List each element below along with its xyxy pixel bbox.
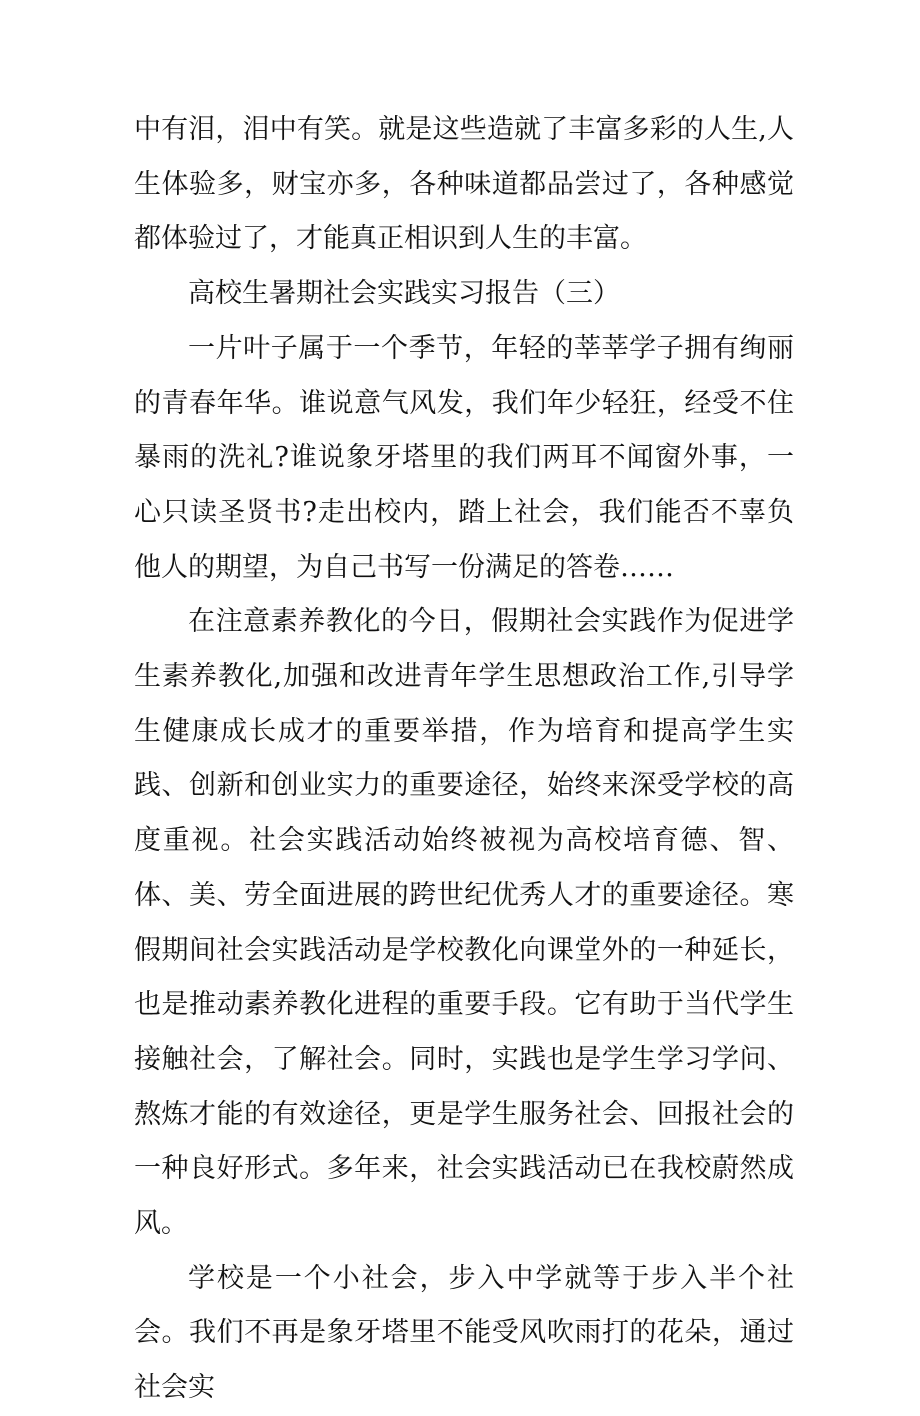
paragraph-3: 学校是一个小社会，步入中学就等于步入半个社会。我们不再是象牙塔里不能受风吹雨打的花朵，通过社会实 <box>134 1262 794 1404</box>
continuation-paragraph: 中有泪，泪中有笑。就是这些造就了丰富多彩的人生,人生体验多，财宝亦多，各种味道都品尝过了，各种感觉都体验过了，才能真正相识到人生的丰富。 <box>134 114 794 255</box>
paragraph-2: 在注意素养教化的今日，假期社会实践作为促进学生素养教化,加强和改进青年学生思想政治工作,引导学生健康成长成才的重要举措，作为培育和提高学生实践、创新和创业实力的重要途径，始终来深受学校的高度重视。社会实践活动始终被视为高校培育德、智、体、美、劳全面进展的跨世纪优秀人才的重要途径。寒假期间社会实践活动是学校教化向课堂外的一种延长，也是推动素养教化进程的重要手段。它有助于当代学生接触社会，了解社会。同时，实践也是学生学习学问、熬炼才能的有效途径，更是学生服务社会、回报社会的一种良好形式。多年来，社会实践活动已在我校蔚然成风。 <box>134 606 794 1240</box>
paragraph-1: 一片叶子属于一个季节，年轻的莘莘学子拥有绚丽的青春年华。谁说意气风发，我们年少轻狂，经受不住暴雨的洗礼?谁说象牙塔里的我们两耳不闻窗外事，一心只读圣贤书?走出校内，踏上社会，我们能否不辜负他人的期望，为自己书写一份满足的答卷…… <box>134 332 794 583</box>
document-body <box>134 103 794 1416</box>
section-title: 高校生暑期社会实践实习报告（三） <box>188 278 620 310</box>
